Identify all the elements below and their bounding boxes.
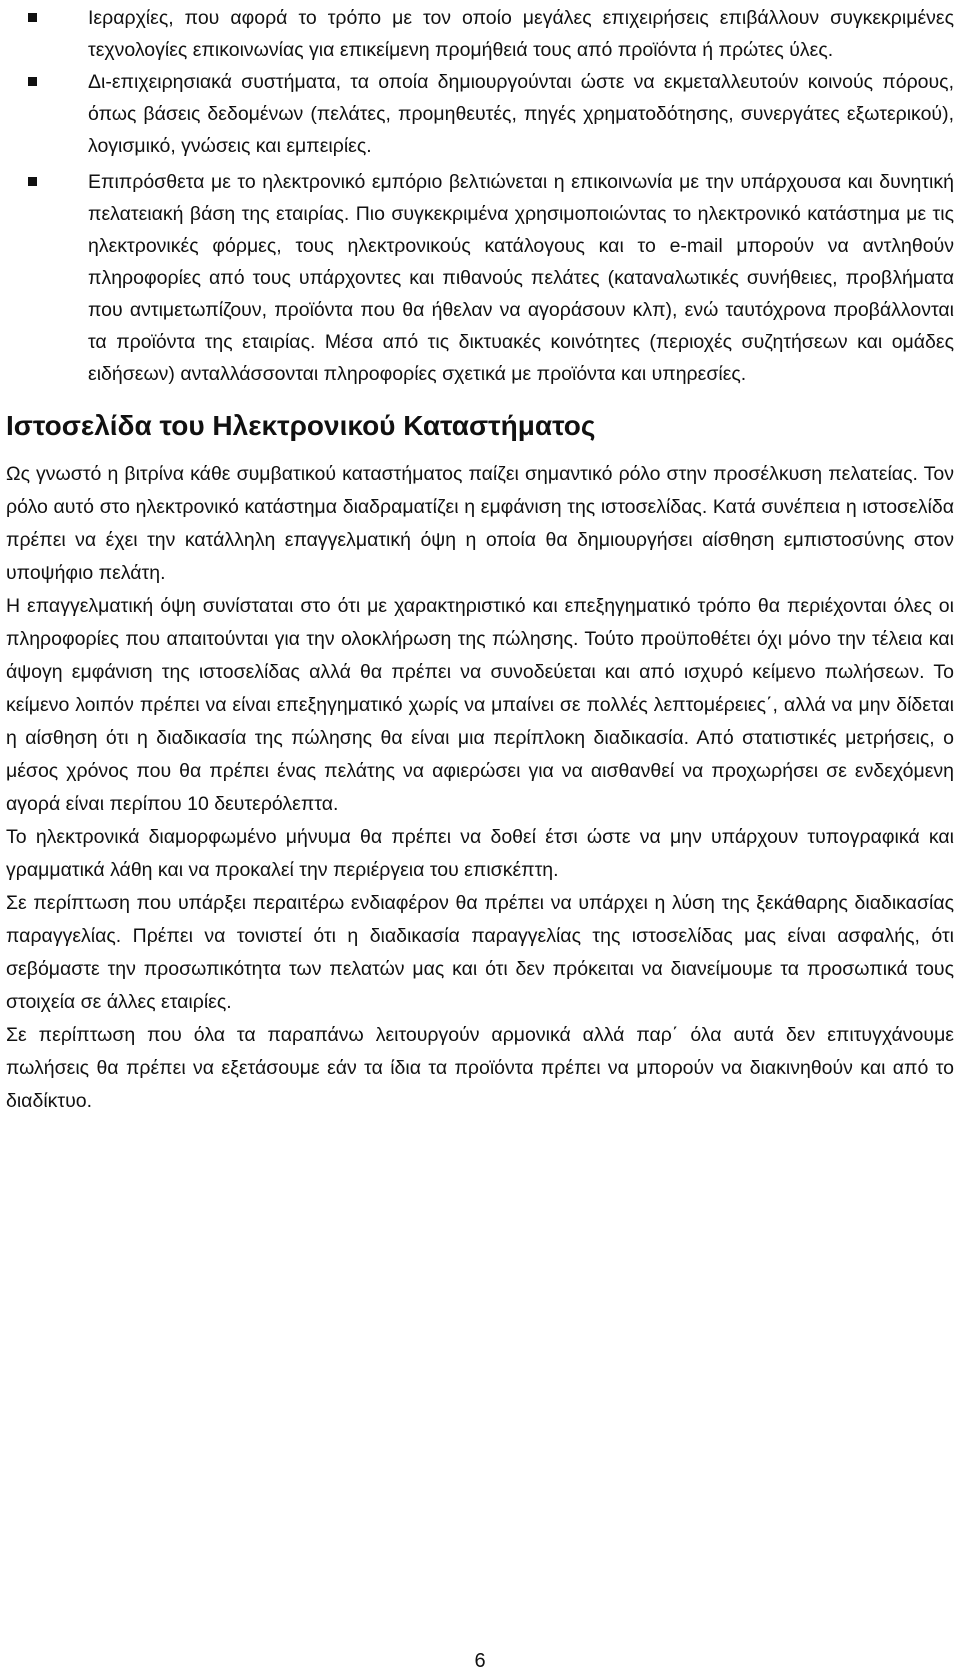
list-item-text: Επιπρόσθετα με το ηλεκτρονικό εμπόριο βελτιώνεται η επικοινωνία με την υπάρχουσα και δυνητική πελατειακή βάση της εταιρίας. Πιο συγκεκριμένα χρησιμοποιώντας το ηλεκτρονικό κατάστημα με τις ηλεκτρονικές φόρμες, τους ηλεκτρονικούς κατάλογους και το e-mail μπορούν να αντληθούν πληροφορίες από τους υπάρχοντες και πιθανούς πελάτες (καταναλωτικές συνήθειες, προβλήματα που αντιμετωπίζουν, προϊόντα που θα ήθελαν να αγοράσουν κλπ), ενώ ταυτόχρονα προβάλλονται τα προϊόντα της εταιρίας. Μέσα από τις δικτυακές κοινότητες (περιοχές συζητήσεων και ομάδες ειδήσεων) ανταλλάσσονται πληροφορίες σχετικά με προϊόντα και υπηρεσίες. — [88, 171, 954, 385]
paragraph: Το ηλεκτρονικά διαμορφωμένο μήνυμα θα πρέπει να δοθεί έτσι ώστε να μην υπάρχουν τυπογραφικά και γραμματικά λάθη και να προκαλεί την περιέργεια του επισκέπτη. — [6, 826, 954, 881]
bullet-list — [6, 2, 954, 390]
section-heading: Ιστοσελίδα του Ηλεκτρονικού Καταστήματος — [6, 410, 596, 441]
paragraph: Ως γνωστό η βιτρίνα κάθε συμβατικού καταστήματος παίζει σημαντικό ρόλο στην προσέλκυση πελατείας. Τον ρόλο αυτό στο ηλεκτρονικό κατάστημα διαδραματίζει η εμφάνιση της ιστοσελίδας. Κατά συνέπεια η ιστοσελίδα πρέπει να έχει την κατάλληλη επαγγελματική όψη η οποία θα δημιουργήσει αίσθηση εμπιστοσύνης στον υποψήφιο πελάτη. — [6, 463, 954, 584]
list-item — [6, 166, 954, 390]
list-item — [6, 2, 954, 66]
page-number: 6 — [474, 1650, 486, 1672]
paragraph: Σε περίπτωση που υπάρξει περαιτέρω ενδιαφέρον θα πρέπει να υπάρχει η λύση της ξεκάθαρης διαδικασίας παραγγελίας. Πρέπει να τονιστεί ότι η διαδικασία παραγγελίας της ιστοσελίδας μας είναι ασφαλής, ότι σεβόμαστε την προσωπικότητα των πελατών μας και ότι δεν πρόκειται να διανείμουμε τα προσωπικά τους στοιχεία σε άλλες εταιρίες. — [6, 892, 954, 1013]
paragraph: Σε περίπτωση που όλα τα παραπάνω λειτουργούν αρμονικά αλλά παρ΄ όλα αυτά δεν επιτυγχάνουμε πωλήσεις θα πρέπει να εξετάσουμε εάν τα ίδια τα προϊόντα πρέπει να μπορούν να διακινηθούν και από το διαδίκτυο. — [6, 1024, 954, 1112]
square-bullet-icon — [28, 77, 37, 86]
list-item-text: Δι-επιχειρησιακά συστήματα, τα οποία δημιουργούνται ώστε να εκμεταλλευτούν κοινούς πόρους, όπως βάσεις δεδομένων (πελάτες, προμηθευτές, πηγές χρηματοδότησης, συνεργάτες εξωτερικού), λογισμικό, γνώσεις και εμπειρίες. — [88, 71, 954, 157]
document-page — [6, 0, 954, 1118]
list-item-text: Ιεραρχίες, που αφορά το τρόπο με τον οποίο μεγάλες επιχειρήσεις επιβάλλουν συγκεκριμένες τεχνολογίες επικοινωνίας για επικείμενη προμήθειά τους από προϊόντα ή πρώτες ύλες. — [88, 7, 954, 61]
paragraph: Η επαγγελματική όψη συνίσταται στο ότι με χαρακτηριστικό και επεξηγηματικό τρόπο θα περιέχονται όλες οι πληροφορίες που απαιτούνται για την ολοκλήρωση της πώλησης. Τούτο προϋποθέτει όχι μόνο την τέλεια και άψογη εμφάνιση της ιστοσελίδας αλλά θα πρέπει να συνοδεύεται και από ισχυρό κείμενο πωλήσεων. Το κείμενο λοιπόν πρέπει να είναι επεξηγηματικό χωρίς να μπαίνει σε πολλές λεπτομέρειες΄, αλλά να μην δίδεται η αίσθηση ότι η διαδικασία της πώλησης θα είναι μια περίπλοκη διαδικασία. Από στατιστικές μετρήσεις, ο μέσος χρόνος που θα πρέπει ένας πελάτης να αφιερώσει για να αισθανθεί να προχωρήσει σε ενδεχόμενη αγορά είναι περίπου 10 δευτερόλεπτα. — [6, 595, 954, 815]
square-bullet-icon — [28, 13, 37, 22]
square-bullet-icon — [28, 177, 37, 186]
list-item — [6, 66, 954, 162]
